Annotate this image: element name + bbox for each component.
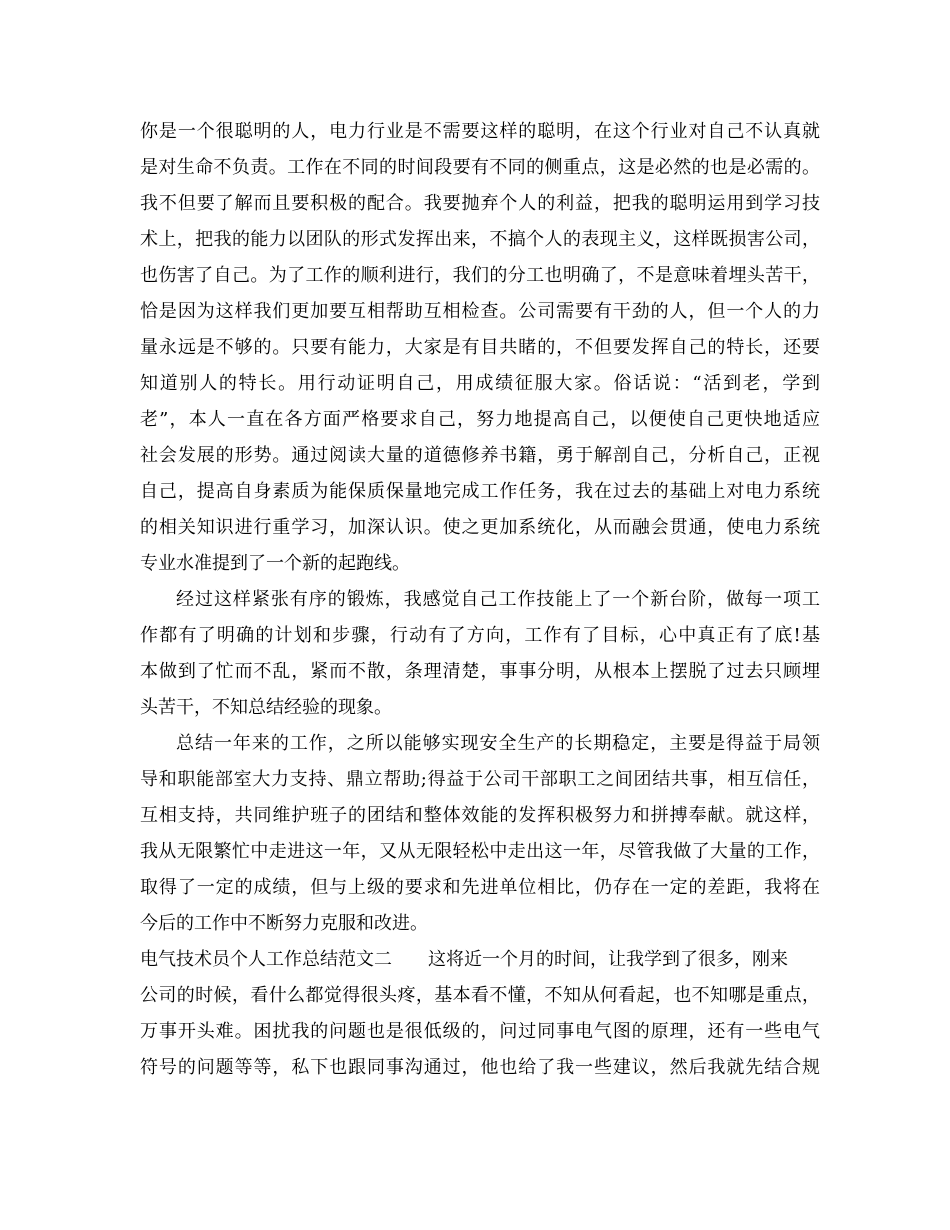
paragraph-line: 公司的时候，看什么都觉得很头疼，基本看不懂，不知从何看起，也不知哪是重点， bbox=[140, 985, 820, 1006]
section-heading-line bbox=[140, 942, 820, 978]
paragraph-line: 互相支持，共同维护班子的团结和整体效能的发挥积极努力和拼搏奉献。就这样， bbox=[140, 805, 820, 826]
paragraph-line: 知道别人的特长。用行动证明自己，用成绩征服大家。俗话说：“活到老，学到 bbox=[140, 373, 820, 394]
paragraph-line: 专业水准提到了一个新的起跑线。 bbox=[140, 553, 410, 574]
paragraph-line: 你是一个很聪明的人，电力行业是不需要这样的聪明，在这个行业对自己不认真就 bbox=[140, 121, 820, 142]
paragraph-line: 社会发展的形势。通过阅读大量的道德修养书籍，勇于解剖自己，分析自己，正视 bbox=[140, 445, 820, 466]
paragraph-line: 总结一年来的工作，之所以能够实现安全生产的长期稳定，主要是得益于局领 bbox=[176, 733, 820, 754]
paragraph-line: 本做到了忙而不乱，紧而不散，条理清楚，事事分明，从根本上摆脱了过去只顾埋 bbox=[140, 661, 820, 682]
paragraph-line: 的相关知识进行重学习，加深认识。使之更加系统化，从而融会贯通，使电力系统 bbox=[140, 517, 820, 538]
paragraph-line: 取得了一定的成绩，但与上级的要求和先进单位相比，仍存在一定的差距，我将在 bbox=[140, 877, 820, 898]
paragraph-line: 符号的问题等等，私下也跟同事沟通过，他也给了我一些建议，然后我就先结合规 bbox=[140, 1057, 820, 1078]
paragraph-line: 今后的工作中不断努力克服和改进。 bbox=[140, 913, 428, 934]
paragraph-line: 导和职能部室大力支持、鼎立帮助;得益于公司干部职工之间团结共事，相互信任， bbox=[140, 769, 820, 790]
paragraph-line: 自己，提高自身素质为能保质保量地完成工作任务，我在过去的基础上对电力系统 bbox=[140, 481, 820, 502]
paragraph-line: 老”，本人一直在各方面严格要求自己，努力地提高自己，以便使自己更快地适应 bbox=[140, 409, 820, 430]
paragraph-line: 作都有了明确的计划和步骤，行动有了方向，工作有了目标，心中真正有了底!基 bbox=[140, 625, 820, 646]
paragraph-line: 经过这样紧张有序的锻炼，我感觉自己工作技能上了一个新台阶，做每一项工 bbox=[176, 589, 820, 610]
document-body bbox=[140, 114, 820, 1086]
section-first-line: 这将近一个月的时间，让我学到了很多，刚来 bbox=[428, 949, 788, 970]
paragraph-line: 万事开头难。困扰我的问题也是很低级的，问过同事电气图的原理，还有一些电气 bbox=[140, 1021, 820, 1042]
section-heading: 电气技术员个人工作总结范文二 bbox=[140, 949, 392, 970]
paragraph-line: 我从无限繁忙中走进这一年，又从无限轻松中走出这一年，尽管我做了大量的工作， bbox=[140, 841, 820, 862]
paragraph-line: 术上，把我的能力以团队的形式发挥出来，不搞个人的表现主义，这样既损害公司， bbox=[140, 229, 820, 250]
paragraph-line: 恰是因为这样我们更加要互相帮助互相检查。公司需要有干劲的人，但一个人的力 bbox=[140, 301, 820, 322]
paragraph-line: 也伤害了自己。为了工作的顺利进行，我们的分工也明确了，不是意味着埋头苦干， bbox=[140, 265, 820, 286]
paragraph-line: 头苦干，不知总结经验的现象。 bbox=[140, 697, 392, 718]
paragraph-line: 量永远是不够的。只要有能力，大家是有目共睹的，不但要发挥自己的特长，还要 bbox=[140, 337, 820, 358]
paragraph-line: 我不但要了解而且要积极的配合。我要抛弃个人的利益，把我的聪明运用到学习技 bbox=[140, 193, 820, 214]
paragraph-line: 是对生命不负责。工作在不同的时间段要有不同的侧重点，这是必然的也是必需的。 bbox=[140, 157, 820, 178]
